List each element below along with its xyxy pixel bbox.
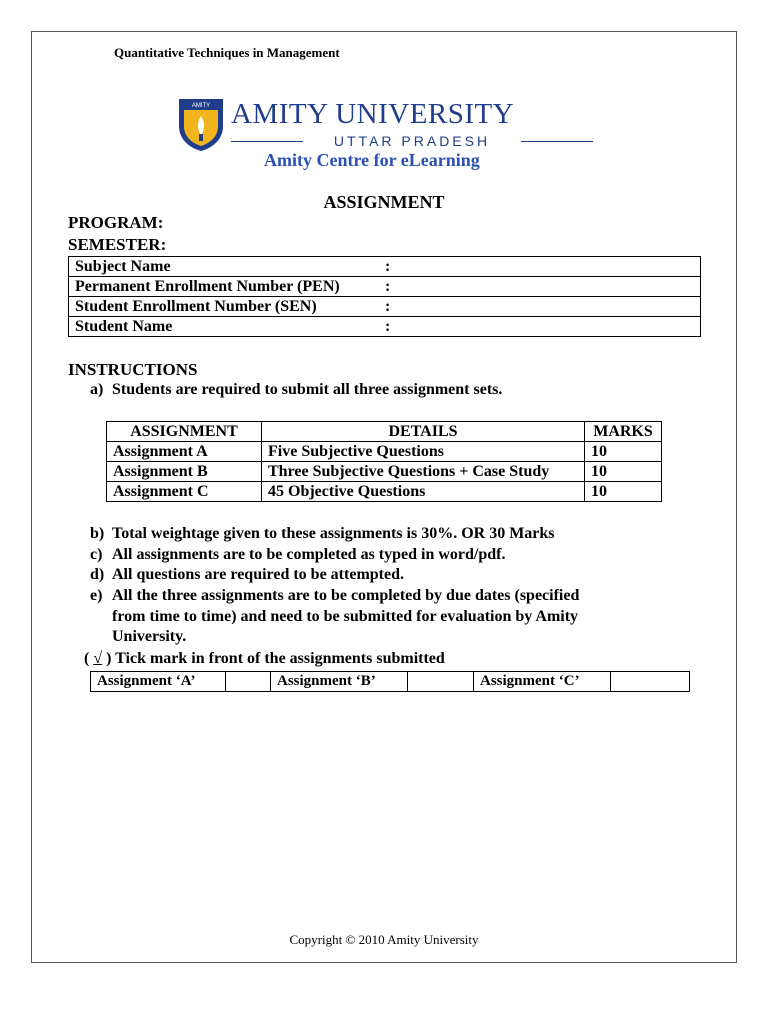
divider-right	[521, 141, 593, 142]
table-cell: Assignment A	[107, 442, 262, 462]
tick-box-a[interactable]	[226, 672, 271, 692]
table-row	[69, 277, 701, 297]
tick-label-a: Assignment ‘A’	[91, 672, 226, 692]
program-label: PROGRAM:	[68, 213, 164, 232]
instruction-text-line3: University.	[112, 628, 187, 645]
university-logo	[176, 96, 596, 174]
info-label: Student Enrollment Number (SEN)	[75, 298, 317, 315]
tick-text: ) Tick mark in front of the assignments submitted	[106, 650, 445, 667]
course-header: Quantitative Techniques in Management	[114, 45, 340, 60]
info-label: Permanent Enrollment Number (PEN)	[75, 278, 340, 295]
table-header-row	[107, 422, 662, 442]
column-header: MARKS	[585, 422, 662, 442]
elearning-centre: Amity Centre for eLearning	[264, 150, 480, 170]
info-colon: :	[385, 258, 391, 275]
table-cell: Five Subjective Questions	[262, 442, 585, 462]
instruction-text: Total weightage given to these assignments is 30%. OR 30 Marks	[112, 525, 555, 542]
info-colon: :	[385, 298, 391, 315]
table-row	[69, 297, 701, 317]
table-cell: Assignment B	[107, 462, 262, 482]
tick-box-b[interactable]	[408, 672, 474, 692]
table-cell: Assignment C	[107, 482, 262, 502]
table-row	[69, 317, 701, 337]
assignment-table	[106, 421, 662, 502]
instruction-b	[90, 524, 555, 545]
instruction-marker: d)	[90, 566, 105, 583]
table-cell: 10	[585, 482, 662, 502]
semester-label: SEMESTER:	[68, 235, 167, 254]
tick-open-paren: (	[84, 650, 90, 667]
crest-label: AMITY	[191, 103, 211, 109]
university-subtitle: UTTAR PRADESH	[333, 133, 491, 149]
table-row	[69, 257, 701, 277]
table-row	[91, 672, 690, 692]
instructions-heading: INSTRUCTIONS	[68, 360, 198, 379]
table-cell: 10	[585, 442, 662, 462]
tick-label-c: Assignment ‘C’	[474, 672, 611, 692]
instruction-c	[90, 545, 506, 566]
check-mark-icon: √	[93, 650, 103, 667]
instruction-d	[90, 565, 404, 586]
instruction-text: Students are required to submit all three assignment sets.	[112, 381, 503, 398]
column-header: DETAILS	[262, 422, 585, 442]
tick-box-c[interactable]	[611, 672, 690, 692]
info-colon: :	[385, 278, 391, 295]
instruction-text: All assignments are to be completed as typed in word/pdf.	[112, 546, 506, 563]
student-info-table	[68, 256, 701, 337]
instruction-marker: a)	[90, 381, 104, 398]
tick-label-b: Assignment ‘B’	[271, 672, 408, 692]
table-cell: Three Subjective Questions + Case Study	[262, 462, 585, 482]
info-label: Student Name	[75, 318, 173, 335]
page-title: ASSIGNMENT	[323, 192, 445, 212]
table-cell: 10	[585, 462, 662, 482]
instruction-text-line1: All the three assignments are to be completed by due dates (specified	[112, 587, 580, 604]
instruction-text: All questions are required to be attempted.	[112, 566, 404, 583]
info-colon: :	[385, 318, 391, 335]
tick-instruction	[84, 650, 445, 668]
instruction-e	[90, 586, 579, 648]
table-row	[107, 442, 662, 462]
column-header: ASSIGNMENT	[107, 422, 262, 442]
university-name: AMITY UNIVERSITY	[231, 98, 515, 130]
table-cell: 45 Objective Questions	[262, 482, 585, 502]
instruction-marker: b)	[90, 525, 105, 542]
instruction-a	[90, 380, 502, 401]
amity-crest-icon	[176, 96, 226, 152]
instruction-marker: e)	[90, 587, 103, 604]
instruction-marker: c)	[90, 546, 103, 563]
table-row	[107, 482, 662, 502]
submission-tick-table	[90, 671, 690, 692]
info-label: Subject Name	[75, 258, 171, 275]
instruction-text-line2: from time to time) and need to be submitted for evaluation by Amity	[112, 607, 579, 625]
university-subtitle-row	[231, 133, 593, 149]
copyright-footer: Copyright © 2010 Amity University	[289, 932, 479, 947]
table-row	[107, 462, 662, 482]
